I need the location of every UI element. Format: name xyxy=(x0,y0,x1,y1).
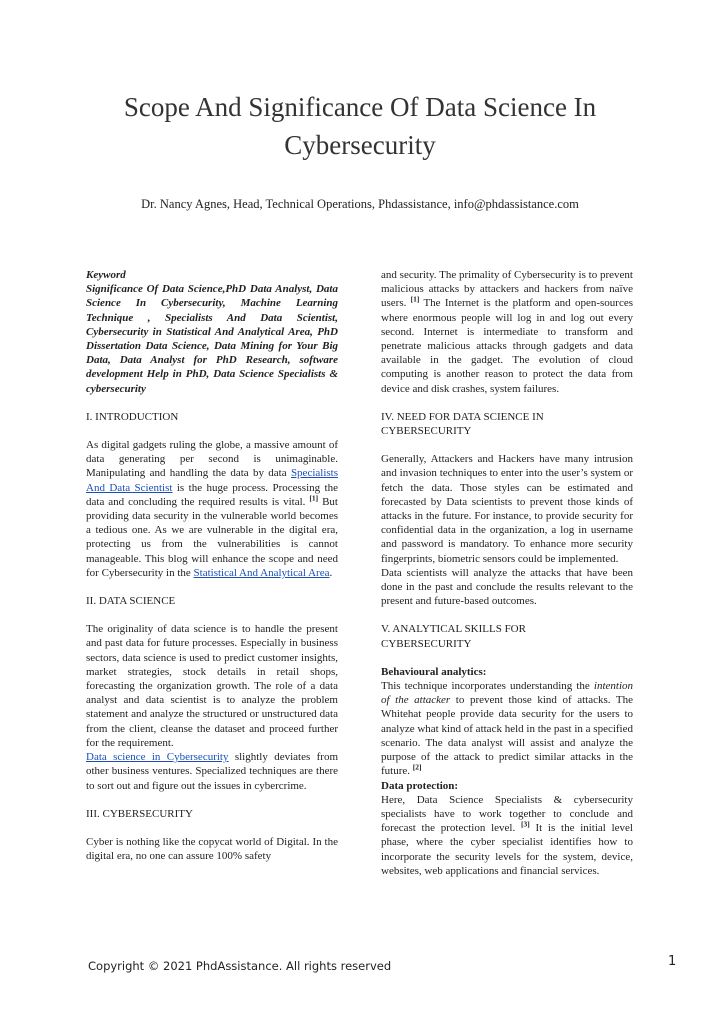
citation-ref: [2] xyxy=(412,762,422,772)
right-column xyxy=(381,268,633,878)
citation-ref: [1] xyxy=(410,294,420,304)
author-line: Dr. Nancy Agnes, Head, Technical Operations, Phdassistance, info@phdassistance.com xyxy=(141,197,579,211)
skills-heading: V. ANALYTICAL SKILLS FOR CYBERSECURITY xyxy=(381,623,526,650)
document-title: Scope And Significance Of Data Science In Cybersecurity xyxy=(123,92,597,160)
need-heading: IV. NEED FOR DATA SCIENCE IN CYBERSECURITY xyxy=(381,410,544,438)
behavioural-analytics-label: Behavioural analytics: xyxy=(381,665,487,678)
data-science-paragraph-2: Data science in Cybersecurity slightly deviates from other business ventures. Specialized techniques are there to sort out and figure out the issues in cybercrime. xyxy=(86,751,338,792)
data-science-paragraph: The originality of data science is to handle the present and past data for future processes. Especially in business sectors, data science is used to predict customer insights, market strategies, stock details in retail shops, forecasting the organization growth. The role of a data analyst and data scientist is to analyze the problem statement and analyze the structured or unstructured data from the client, cleanse the dataset and proceed further for the requirement. xyxy=(86,623,338,749)
citation-ref: [1] xyxy=(309,493,319,503)
cybersecurity-heading: III. CYBERSECURITY xyxy=(86,807,193,820)
data-science-cybersecurity-link[interactable]: Data science in Cybersecurity xyxy=(86,751,229,764)
keyword-heading: Keyword xyxy=(86,269,126,281)
intro-heading: I. INTRODUCTION xyxy=(86,410,179,423)
intro-paragraph: As digital gadgets ruling the globe, a massive amount of data generating per second is unimaginable. Manipulating and handling the data by data Specialists And Data Scientist is the huge process. Processing the data and concluding the required results is vital. [1] But providing data security in the vulnerable world becomes a tedious one. As we are vulnerable in the digital era, protecting us from the vulnerabilities is cannot manageable. This blog will enhance the scope and need for Cybersecurity in the Statistical And Analytical Area. xyxy=(86,439,338,579)
keyword-list: Significance Of Data Science,PhD Data Analyst, Data Science In Cybersecurity, Machine Learning Technique , Specialists And Data Scientist, Cybersecurity in Statistical And Analytical Area, PhD Dissertation Data Science, Data Mining for Your Big Data, Data Analyst for PhD Research, software development Help in PhD, Data Science Specialists & cybersecurity xyxy=(86,283,338,395)
citation-ref: [3] xyxy=(520,819,530,829)
specialists-link[interactable]: Specialists And Data Scientist xyxy=(86,467,338,494)
statistical-analytical-link[interactable]: Statistical And Analytical Area xyxy=(193,566,330,579)
left-column xyxy=(86,268,338,863)
cybersecurity-paragraph-continued: and security. The primality of Cybersecurity is to prevent malicious attacks by attackers and hackers from naïve users. [1] The Internet is the platform and open-sources where enormous people will log in and log out every second. Internet is intermediate to transform and penetrate malicious attacks through gadgets and data available in the gadget. The evolution of cloud computing is another reason to protect the data from device and disk crashes, system failures. xyxy=(381,269,633,395)
page-number: 1 xyxy=(668,954,677,969)
cybersecurity-paragraph: Cyber is nothing like the copycat world of Digital. In the digital era, no one can assure 100% safety xyxy=(86,835,338,863)
need-paragraph: Generally, Attackers and Hackers have many intrusion and invasion techniques to enter into the user’s system or fetch the data. Those styles can be estimated and forecasted by Data scientists to prevent those kinds of attacks in the future. For instance, to provide security for confidential data in the organization, a log in username and password is mandatory. To enhance more security fingerprints, biometric sensors could be implemented. xyxy=(381,453,633,565)
data-protection-paragraph: Here, Data Science Specialists & cybersecurity specialists have to work together to conclude and forecast the protection level. [3] It is the initial level phase, where the cyber specialist identifies how to incorporate the security levels for the system, device, websites, web applications and financial services. xyxy=(381,793,633,877)
data-protection-label: Data protection: xyxy=(381,779,459,792)
behavioural-analytics-paragraph: This technique incorporates understanding the intention of the attacker to prevent those kind of attacks. The Whitehat people provide data security for the users to analyze what kind of attack held in the past in a specified scenario. The data analyst will assist and analyze the purpose of the attack to predict similar attacks in the future. [2] xyxy=(381,680,633,778)
data-science-heading: II. DATA SCIENCE xyxy=(86,595,176,608)
need-paragraph-2: Data scientists will analyze the attacks that have been done in the past and conclude the results relevant to the present and future-based outcomes. xyxy=(381,566,633,608)
copyright-footer: Copyright © 2021 PhdAssistance. All rights reserved xyxy=(88,959,392,973)
